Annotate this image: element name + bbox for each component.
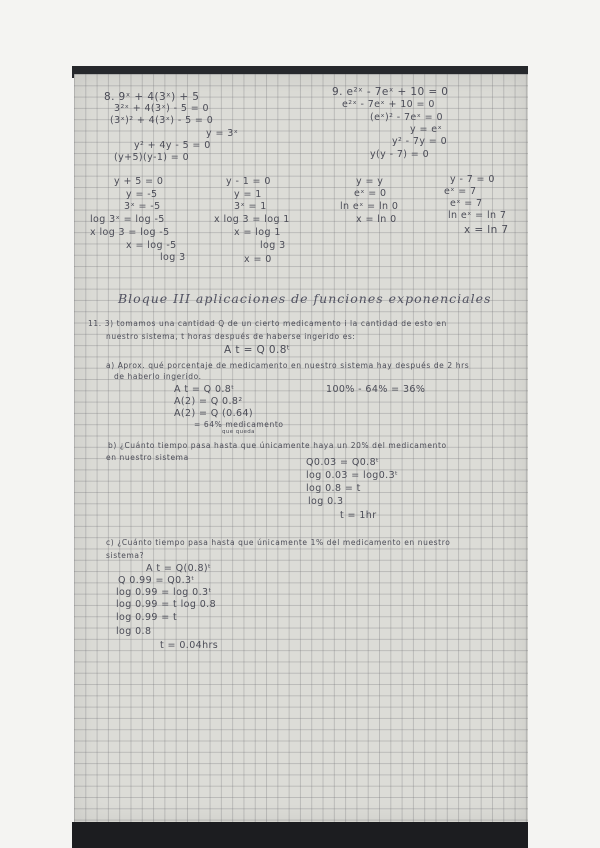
p9a-line-0: y = y: [356, 176, 384, 187]
part-c-work-2: log 0.99 = log 0.3ᵗ: [116, 587, 212, 598]
part-a-question-0: a) Aprox. qué porcentaje de medicamento en nuestro sistema hay después de 2 hrs: [106, 361, 470, 370]
statement-line-1: nuestro sistema, t horas después de haberse ingerido es:: [106, 332, 356, 341]
section-title: Bloque III aplicaciones de funciones exponenciales: [118, 291, 492, 306]
p9a-line-3: x = ln 0: [356, 214, 397, 225]
part-b-work-4: t = 1hr: [340, 510, 377, 521]
notebook-page: [74, 74, 528, 826]
p8-line-5: (y+5)(y-1) = 0: [114, 152, 190, 163]
part-c-work-5: log 0.8: [116, 626, 152, 637]
p8a-line-3: log 3ˣ = log -5: [90, 214, 165, 225]
p8a-line-5: x = log -5: [126, 240, 177, 251]
p9b-line-3: ln eˣ = ln 7: [448, 210, 507, 221]
part-c-question-0: c) ¿Cuánto tiempo pasa hasta que únicamente 1% del medicamento en nuestro: [106, 538, 451, 547]
part-c-work-4: log 0.99 = t: [116, 612, 178, 623]
p8b-line-5: log 3: [260, 240, 286, 251]
p8b-line-1: y = 1: [234, 189, 262, 200]
p8b-line-3: x log 3 = log 1: [214, 214, 290, 225]
part-c-work-1: Q 0.99 = Q0.3ᵗ: [118, 575, 195, 586]
p8-line-0: 8. 9ˣ + 4(3ˣ) + 5: [104, 91, 200, 103]
part-b-work-2: log 0.8 = t: [306, 483, 361, 494]
p9-line-4: y² - 7y = 0: [392, 136, 448, 147]
p9-line-5: y(y - 7) = 0: [370, 149, 430, 160]
p9a-line-1: eˣ = 0: [354, 188, 387, 199]
part-c-question-1: sistema?: [106, 551, 145, 560]
p9b-line-4: x = ln 7: [464, 224, 509, 236]
p8-line-1: 3²ˣ + 4(3ˣ) - 5 = 0: [114, 103, 209, 114]
p9b-line-1: eˣ = 7: [444, 186, 477, 197]
part-c-work-0: A t = Q(0.8)ᵗ: [146, 563, 212, 574]
part-b-work-1: log 0.03 = log0.3ᵗ: [306, 470, 399, 481]
p9a-line-2: ln eˣ = ln 0: [340, 201, 399, 212]
p9-line-1: e²ˣ - 7eˣ + 10 = 0: [342, 99, 435, 110]
p9-line-3: y = eˣ: [410, 124, 443, 135]
p8-line-3: y = 3ˣ: [206, 128, 239, 139]
part-c-work-3: log 0.99 = t log 0.8: [116, 599, 217, 610]
part-a-result: 100% - 64% = 36%: [326, 384, 426, 395]
part-b-work-3: log 0.3: [308, 496, 344, 507]
p8b-line-2: 3ˣ = 1: [234, 201, 267, 212]
p8-line-4: y² + 4y - 5 = 0: [134, 140, 211, 151]
p8a-line-6: log 3: [160, 252, 186, 263]
part-a-work-2: A(2) = Q (0.64): [174, 408, 254, 419]
p8b-line-4: x = log 1: [234, 227, 281, 238]
statement-line-0: 11. 3) tomamos una cantidad Q de un cierto medicamento i la cantidad de esto en: [88, 319, 447, 328]
p8b-line-6: x = 0: [244, 254, 272, 265]
p9-line-2: (eˣ)² - 7eˣ = 0: [370, 112, 443, 123]
p8-line-2: (3ˣ)² + 4(3ˣ) - 5 = 0: [110, 115, 214, 126]
p8b-line-0: y - 1 = 0: [226, 176, 271, 187]
part-a-work-3: = 64% medicamento: [194, 420, 284, 429]
photo-bottom-edge: [72, 822, 528, 848]
part-a-work-1: A(2) = Q 0.8²: [174, 396, 243, 407]
p8a-line-0: y + 5 = 0: [114, 176, 164, 187]
p8a-line-4: x log 3 = log -5: [90, 227, 170, 238]
part-a-note: que queda: [222, 429, 255, 435]
part-c-work-6: t = 0.04hrs: [160, 640, 219, 651]
part-a-question-1: de haberlo ingerido.: [114, 372, 202, 381]
part-a-work-0: A t = Q 0.8ᵗ: [174, 384, 235, 395]
p9b-line-2: eˣ = 7: [450, 198, 483, 209]
p9b-line-0: y - 7 = 0: [450, 174, 495, 185]
part-b-question-0: b) ¿Cuánto tiempo pasa hasta que únicamente haya un 20% del medicamento: [108, 441, 447, 450]
p8a-line-1: y = -5: [126, 189, 158, 200]
p9-line-0: 9. e²ˣ - 7eˣ + 10 = 0: [332, 86, 449, 98]
formula: A t = Q 0.8ᵗ: [224, 344, 291, 356]
part-b-work-0: Q0.03 = Q0.8ᵗ: [306, 457, 380, 468]
part-b-question-1: en nuestro sistema: [106, 453, 189, 462]
p8a-line-2: 3ˣ = -5: [124, 201, 161, 212]
